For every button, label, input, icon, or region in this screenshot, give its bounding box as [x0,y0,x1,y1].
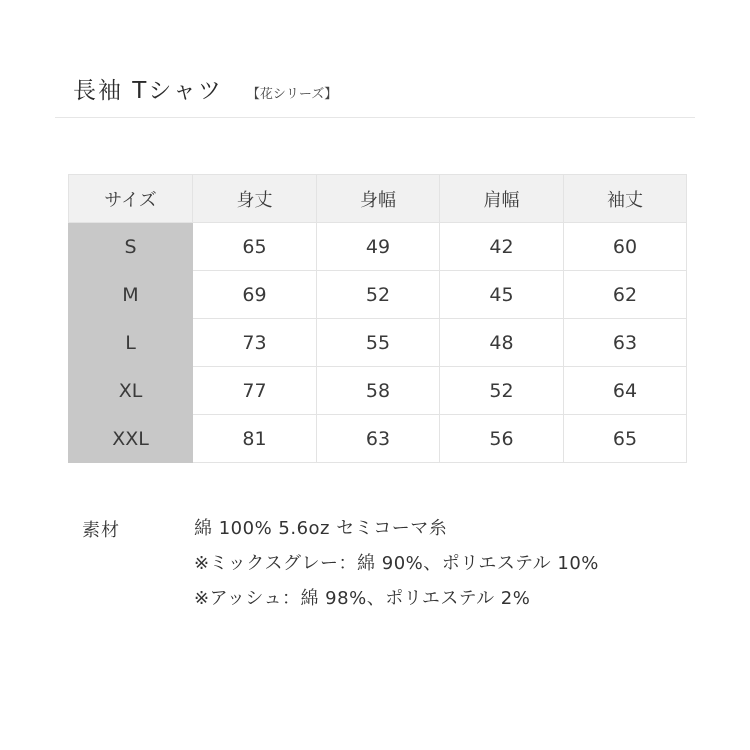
table-cell: 52 [317,271,440,319]
table-cell: 77 [193,367,317,415]
header-size: サイズ [69,175,193,223]
table-cell: 69 [193,271,317,319]
size-label: L [69,319,193,367]
material-line: ※ミックスグレー：綿 90%、ポリエステル 10% [194,553,599,574]
material-label: 素材 [82,520,120,541]
table-cell: 58 [317,367,440,415]
table-cell: 45 [440,271,564,319]
header-shoulder-width: 肩幅 [440,175,564,223]
table-cell: 63 [564,319,687,367]
table-cell: 81 [193,415,317,463]
header-sleeve-length: 袖丈 [564,175,687,223]
size-label: S [69,223,193,271]
size-label: XL [69,367,193,415]
header-divider [55,117,695,118]
size-label: M [69,271,193,319]
header-body-width: 身幅 [317,175,440,223]
size-label: XXL [69,415,193,463]
page-header [73,72,337,105]
table-cell: 65 [193,223,317,271]
table-cell: 62 [564,271,687,319]
page-title: 長袖 Tシャツ [73,78,223,104]
table-row [69,271,687,319]
table-row [69,319,687,367]
table-cell: 55 [317,319,440,367]
table-row [69,367,687,415]
material-lines [194,516,714,621]
table-cell: 65 [564,415,687,463]
table-cell: 56 [440,415,564,463]
header-body-length: 身丈 [193,175,317,223]
material-line: ※アッシュ：綿 98%、ポリエステル 2% [194,588,531,609]
material-line: 綿 100% 5.6oz セミコーマ糸 [194,518,448,539]
table-cell: 64 [564,367,687,415]
table-cell: 49 [317,223,440,271]
table-cell: 52 [440,367,564,415]
series-subtitle: 【花シリーズ】 [246,87,338,102]
size-table [68,174,687,463]
table-cell: 48 [440,319,564,367]
table-cell: 63 [317,415,440,463]
table-cell: 42 [440,223,564,271]
table-row [69,223,687,271]
table-cell: 73 [193,319,317,367]
table-cell: 60 [564,223,687,271]
table-row [69,415,687,463]
table-header-row [69,175,687,223]
